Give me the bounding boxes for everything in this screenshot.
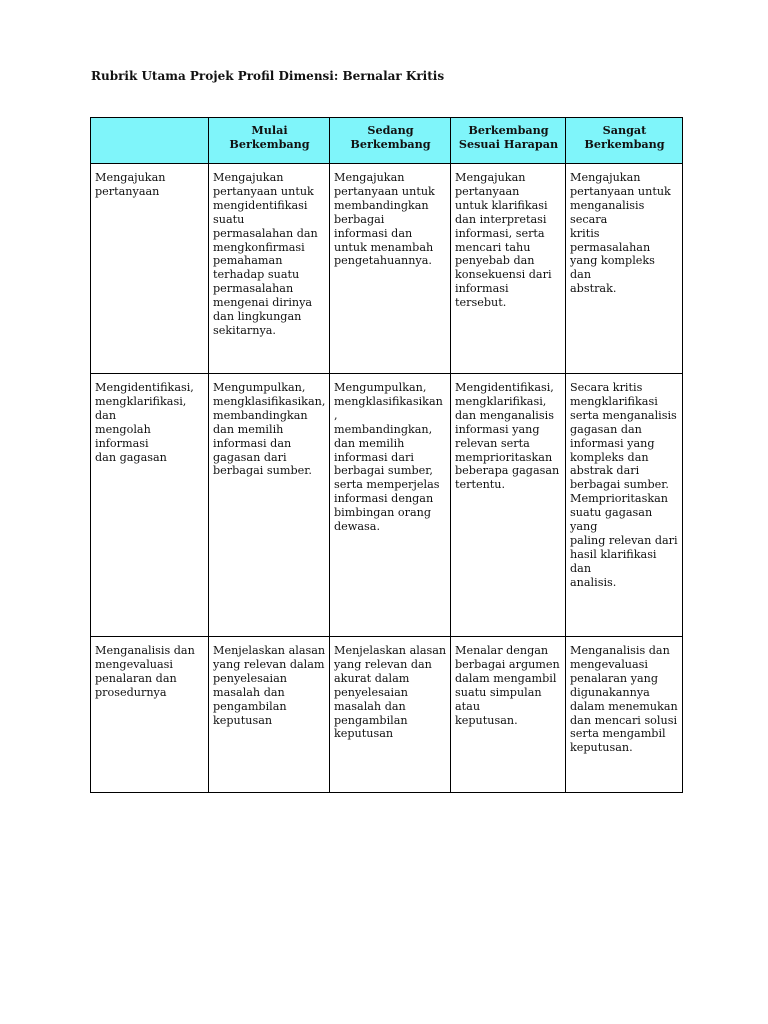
header-label: Mulai Berkembang — [229, 123, 310, 151]
table-row — [91, 164, 683, 374]
cell-text: Mengumpulkan, mengklasifikasikan , membandingkan, dan memilih informasi dari berbagai sumber, serta memperjelas informasi dengan bimbingan orang dewasa. — [334, 381, 443, 534]
table-cell — [451, 164, 566, 374]
criteria-cell — [91, 374, 209, 637]
cell-text: Menalar dengan berbagai argumen dalam mengambil suatu simpulan atau keputusan. — [455, 644, 560, 727]
cell-text: Menjelaskan alasan yang relevan dan akurat dalam penyelesaian masalah dan pengambilan keputusan — [334, 644, 447, 741]
cell-text: Mengajukan pertanyaan — [95, 171, 166, 198]
cell-text: Menganalisis dan mengevaluasi penalaran dan prosedurnya — [95, 644, 195, 699]
header-label: Berkembang Sesuai Harapan — [458, 123, 559, 151]
header-cell-criteria — [91, 118, 209, 164]
table-cell — [209, 374, 330, 637]
header-label: Sangat Berkembang — [584, 123, 665, 151]
header-cell-berkembang-sesuai-harapan — [451, 118, 566, 164]
criteria-cell — [91, 637, 209, 793]
table-cell — [209, 637, 330, 793]
table-cell — [209, 164, 330, 374]
header-label: Sedang Berkembang — [350, 123, 431, 151]
table-cell — [330, 374, 451, 637]
table-row — [91, 637, 683, 793]
header-cell-sedang-berkembang — [330, 118, 451, 164]
table-cell — [566, 637, 683, 793]
cell-text: Menganalisis dan mengevaluasi penalaran yang digunakannya dalam menemukan dan mencari solusi serta mengambil keputusan. — [570, 644, 678, 755]
cell-text: Mengajukan pertanyaan untuk klarifikasi dan interpretasi informasi, serta mencari tahu penyebab dan konsekuensi dari informasi tersebut. — [455, 171, 552, 310]
cell-text: Secara kritis mengklarifikasi serta menganalisis gagasan dan informasi yang kompleks dan abstrak dari berbagai sumber. Memprioritaskan suatu gagasan yang paling relevan dari hasil klarifikasi dan analisis. — [570, 381, 678, 589]
cell-text: Mengumpulkan, mengklasifikasikan, membandingkan dan memilih informasi dan gagasan dari berbagai sumber. — [213, 381, 326, 478]
table-cell — [566, 374, 683, 637]
table-cell — [330, 637, 451, 793]
table-row — [91, 374, 683, 637]
document-title: Rubrik Utama Projek Profil Dimensi: Bernalar Kritis — [91, 69, 445, 83]
cell-text: Mengajukan pertanyaan untuk menganalisis secara kritis permasalahan yang kompleks dan abstrak. — [570, 171, 671, 296]
cell-text: Menjelaskan alasan yang relevan dalam penyelesaian masalah dan pengambilan keputusan — [213, 644, 326, 727]
criteria-cell — [91, 164, 209, 374]
cell-text: Mengidentifikasi, mengklarifikasi, dan mengolah informasi dan gagasan — [95, 381, 194, 464]
table-cell — [330, 164, 451, 374]
table-header-row — [91, 118, 683, 164]
table-cell — [451, 637, 566, 793]
table-cell — [566, 164, 683, 374]
cell-text: Mengidentifikasi, mengklarifikasi, dan menganalisis informasi yang relevan serta memprioritaskan beberapa gagasan tertentu. — [455, 381, 560, 492]
header-cell-sangat-berkembang — [566, 118, 683, 164]
table-cell — [451, 374, 566, 637]
cell-text: Mengajukan pertanyaan untuk mengidentifikasi suatu permasalahan dan mengkonfirmasi pemahaman terhadap suatu permasalahan mengenai dirinya dan lingkungan sekitarnya. — [213, 171, 318, 337]
header-cell-mulai-berkembang — [209, 118, 330, 164]
cell-text: Mengajukan pertanyaan untuk membandingkan berbagai informasi dan untuk menambah pengetahuannya. — [334, 171, 435, 268]
rubric-table — [90, 117, 683, 793]
